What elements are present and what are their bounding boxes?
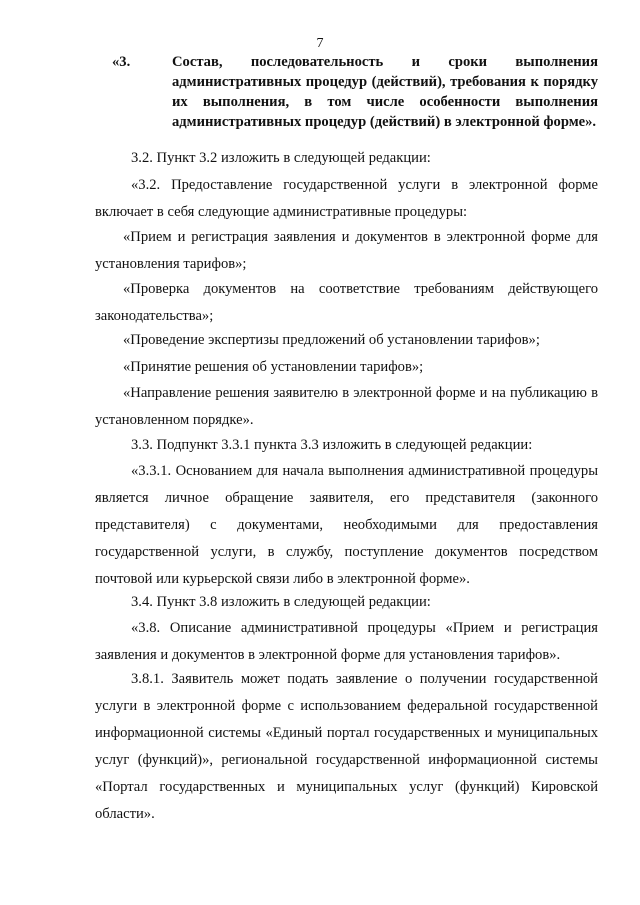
paragraph-3-8-1: 3.8.1. Заявитель может подать заявление о получении государственной услуги в электронной форме с использованием федеральной государственной информационной системы «Единый портал государственных и муниципальных услуг (функций)», региональной государственной информационной системы «Портал государственных и муниципальных услуг (функций) Кировской области». (95, 671, 598, 822)
section-number: «3. (112, 54, 131, 70)
list-item-decision: «Принятие решения об установлении тарифов»; (123, 359, 424, 375)
paragraph-3-3-1: «3.3.1. Основанием для начала выполнения административной процедуры является личное обращение заявителя, его представителя (законного представителя) с документами, необходимыми для предоставления государственной услуги, в службу, поступление документов посредством почтовой или курьерской связи либо в электронной форме». (95, 463, 598, 587)
section-title: Состав, последовательность и сроки выполнения административных процедур (действий), требования к порядку их выполнения, в том числе особенности выполнения административных процедур (действий) в электронной форме». (172, 54, 598, 130)
list-item-verification: «Проверка документов на соответствие требованиям действующего законодательства»; (95, 281, 598, 324)
paragraph-3-3: 3.3. Подпункт 3.3.1 пункта 3.3 изложить в следующей редакции: (131, 437, 533, 453)
list-item-expertise: «Проведение экспертизы предложений об установлении тарифов»; (123, 332, 540, 348)
paragraph-3-4: 3.4. Пункт 3.8 изложить в следующей редакции: (131, 594, 431, 610)
paragraph-3-2-text: «3.2. Предоставление государственной услуги в электронной форме включает в себя следующие административные процедуры: (95, 177, 598, 220)
paragraph-3-8: «3.8. Описание административной процедуры «Прием и регистрация заявления и документов в электронной форме для установления тарифов». (95, 620, 598, 663)
list-item-reception: «Прием и регистрация заявления и документов в электронной форме для установления тарифов»; (95, 229, 598, 272)
list-item-sending: «Направление решения заявителю в электронной форме и на публикацию в установленном порядке». (95, 385, 598, 428)
page-number: 7 (316, 36, 324, 51)
section-heading (112, 52, 598, 132)
paragraph-3-2: 3.2. Пункт 3.2 изложить в следующей редакции: (131, 150, 431, 166)
